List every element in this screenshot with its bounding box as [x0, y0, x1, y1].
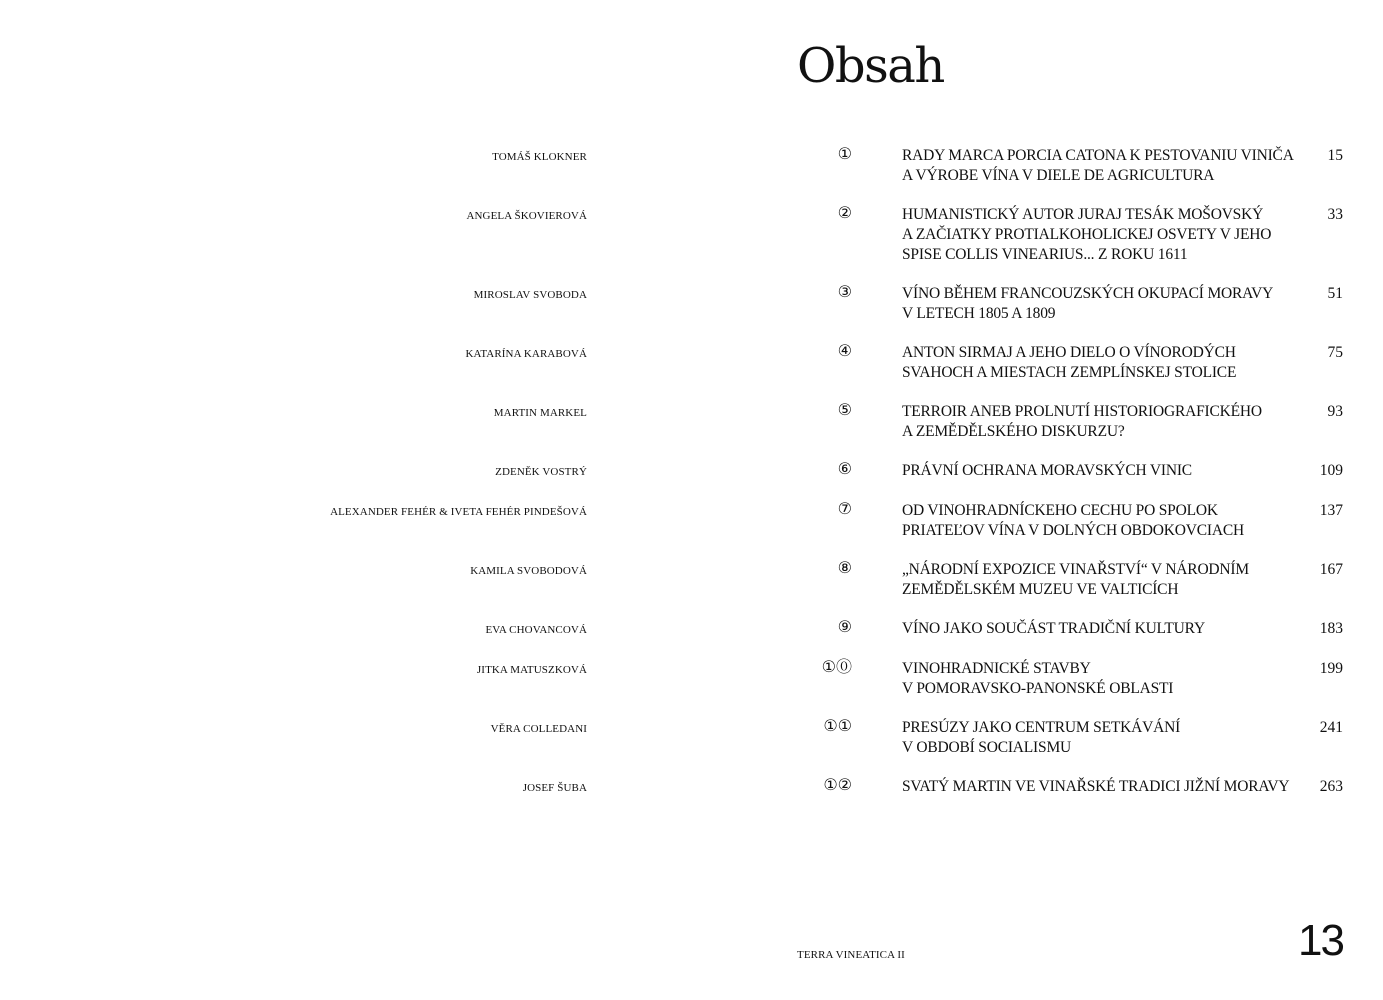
toc-entry[interactable] [0, 343, 1383, 403]
chapter-title [902, 402, 1282, 442]
toc-author: KAMILA SVOBODOVÁ [470, 565, 587, 577]
toc-author: EVA CHOVANCOVÁ [485, 624, 587, 636]
chapter-page-number: 75 [1327, 344, 1343, 361]
toc-author: KATARÍNA KARABOVÁ [465, 348, 587, 360]
chapter-title-line: RADY MARCA PORCIA CATONA K PESTOVANIU VINIČA [902, 147, 1294, 164]
chapter-title-line: VÍNO BĚHEM FRANCOUZSKÝCH OKUPACÍ MORAVY [902, 285, 1274, 302]
page-number: 13 [1298, 916, 1343, 965]
chapter-title [902, 777, 1290, 797]
chapter-number: ② [837, 203, 852, 222]
chapter-title-line: SPISE COLLIS VINEARIUS... Z ROKU 1611 [902, 246, 1188, 263]
chapter-number: ① [837, 144, 852, 163]
chapter-page-number: 137 [1319, 502, 1343, 519]
chapter-page-number: 93 [1327, 403, 1343, 420]
chapter-title-line: SVATÝ MARTIN VE VINAŘSKÉ TRADICI JIŽNÍ MORAVY [902, 778, 1290, 795]
chapter-title [902, 343, 1282, 383]
chapter-number: ⑤ [837, 400, 852, 419]
toc-entry[interactable] [0, 146, 1383, 206]
toc-entry[interactable] [0, 284, 1383, 344]
toc-author: MARTIN MARKEL [493, 407, 587, 419]
page-title: Obsah [797, 38, 944, 94]
toc-entry[interactable] [0, 205, 1383, 265]
chapter-title [902, 718, 1282, 758]
chapter-title-line: TERROIR ANEB PROLNUTÍ HISTORIOGRAFICKÉHO [902, 403, 1262, 420]
toc-author: JOSEF ŠUBA [522, 782, 587, 794]
chapter-title-line: V LETECH 1805 A 1809 [902, 305, 1056, 322]
chapter-title [902, 560, 1282, 600]
chapter-number: ⑨ [837, 617, 852, 636]
chapter-title-line: A ZEMĚDĚLSKÉHO DISKURZU? [902, 423, 1125, 440]
toc-entry[interactable] [0, 777, 1383, 837]
toc-author: ALEXANDER FEHÉR & IVETA FEHÉR PINDEŠOVÁ [330, 506, 587, 518]
toc-entry[interactable] [0, 560, 1383, 620]
toc-entry[interactable] [0, 501, 1383, 561]
chapter-title-line: PRIATEĽOV VÍNA V DOLNÝCH OBDOKOVCIACH [902, 522, 1244, 539]
chapter-title-line: ANTON SIRMAJ A JEHO DIELO O VÍNORODÝCH [902, 344, 1236, 361]
chapter-page-number: 167 [1319, 561, 1343, 578]
chapter-number: ①⓪ [821, 657, 852, 676]
chapter-number: ③ [837, 282, 852, 301]
chapter-title-line: HUMANISTICKÝ AUTOR JURAJ TESÁK MOŠOVSKÝ [902, 206, 1264, 223]
chapter-title [902, 619, 1282, 639]
chapter-title-line: A VÝROBE VÍNA V DIELE DE AGRICULTURA [902, 167, 1215, 184]
toc-author: TOMÁŠ KLOKNER [492, 151, 587, 163]
chapter-page-number: 109 [1319, 462, 1343, 479]
chapter-number: ①② [823, 775, 852, 794]
chapter-number: ⑦ [837, 499, 852, 518]
chapter-title-line: V POMORAVSKO-PANONSKÉ OBLASTI [902, 680, 1174, 697]
chapter-title-line: VINOHRADNICKÉ STAVBY [902, 660, 1091, 677]
chapter-number: ①① [823, 716, 852, 735]
chapter-title-line: „NÁRODNÍ EXPOZICE VINAŘSTVÍ“ V NÁRODNÍM [902, 561, 1249, 578]
toc-entry[interactable] [0, 402, 1383, 462]
chapter-title-line: PRÁVNÍ OCHRANA MORAVSKÝCH VINIC [902, 462, 1192, 479]
toc-entry[interactable] [0, 718, 1383, 778]
chapter-number: ⑧ [837, 558, 852, 577]
chapter-title [902, 205, 1282, 265]
toc-author: ANGELA ŠKOVIEROVÁ [466, 210, 587, 222]
chapter-page-number: 51 [1327, 285, 1343, 302]
chapter-number: ⑥ [837, 459, 852, 478]
chapter-title-line: VÍNO JAKO SOUČÁST TRADIČNÍ KULTURY [902, 620, 1205, 637]
chapter-page-number: 33 [1327, 206, 1343, 223]
chapter-page-number: 241 [1319, 719, 1343, 736]
chapter-page-number: 199 [1319, 660, 1343, 677]
chapter-page-number: 183 [1319, 620, 1343, 637]
chapter-title-line: SVAHOCH A MIESTACH ZEMPLÍNSKEJ STOLICE [902, 364, 1237, 381]
chapter-title-line: PRESÚZY JAKO CENTRUM SETKÁVÁNÍ [902, 719, 1181, 736]
toc-author: ZDENĚK VOSTRÝ [495, 466, 587, 478]
chapter-title [902, 146, 1294, 186]
chapter-page-number: 263 [1319, 778, 1343, 795]
chapter-title [902, 461, 1282, 481]
toc-entry[interactable] [0, 659, 1383, 719]
publication-name: TERRA VINEATICA II [797, 949, 905, 961]
chapter-title-line: ZEMĚDĚLSKÉM MUZEU VE VALTICÍCH [902, 581, 1179, 598]
chapter-title-line: A ZAČIATKY PROTIALKOHOLICKEJ OSVETY V JEHO [902, 226, 1272, 243]
toc-author: VĚRA COLLEDANI [490, 723, 587, 735]
chapter-title [902, 501, 1282, 541]
chapter-title-line: OD VINOHRADNÍCKEHO CECHU PO SPOLOK [902, 502, 1218, 519]
chapter-number: ④ [837, 341, 852, 360]
chapter-page-number: 15 [1327, 147, 1343, 164]
toc-author: MIROSLAV SVOBODA [473, 289, 587, 301]
chapter-title [902, 284, 1282, 324]
toc-author: JITKA MATUSZKOVÁ [476, 664, 587, 676]
chapter-title-line: V OBDOBÍ SOCIALISMU [902, 739, 1072, 756]
chapter-title [902, 659, 1282, 699]
